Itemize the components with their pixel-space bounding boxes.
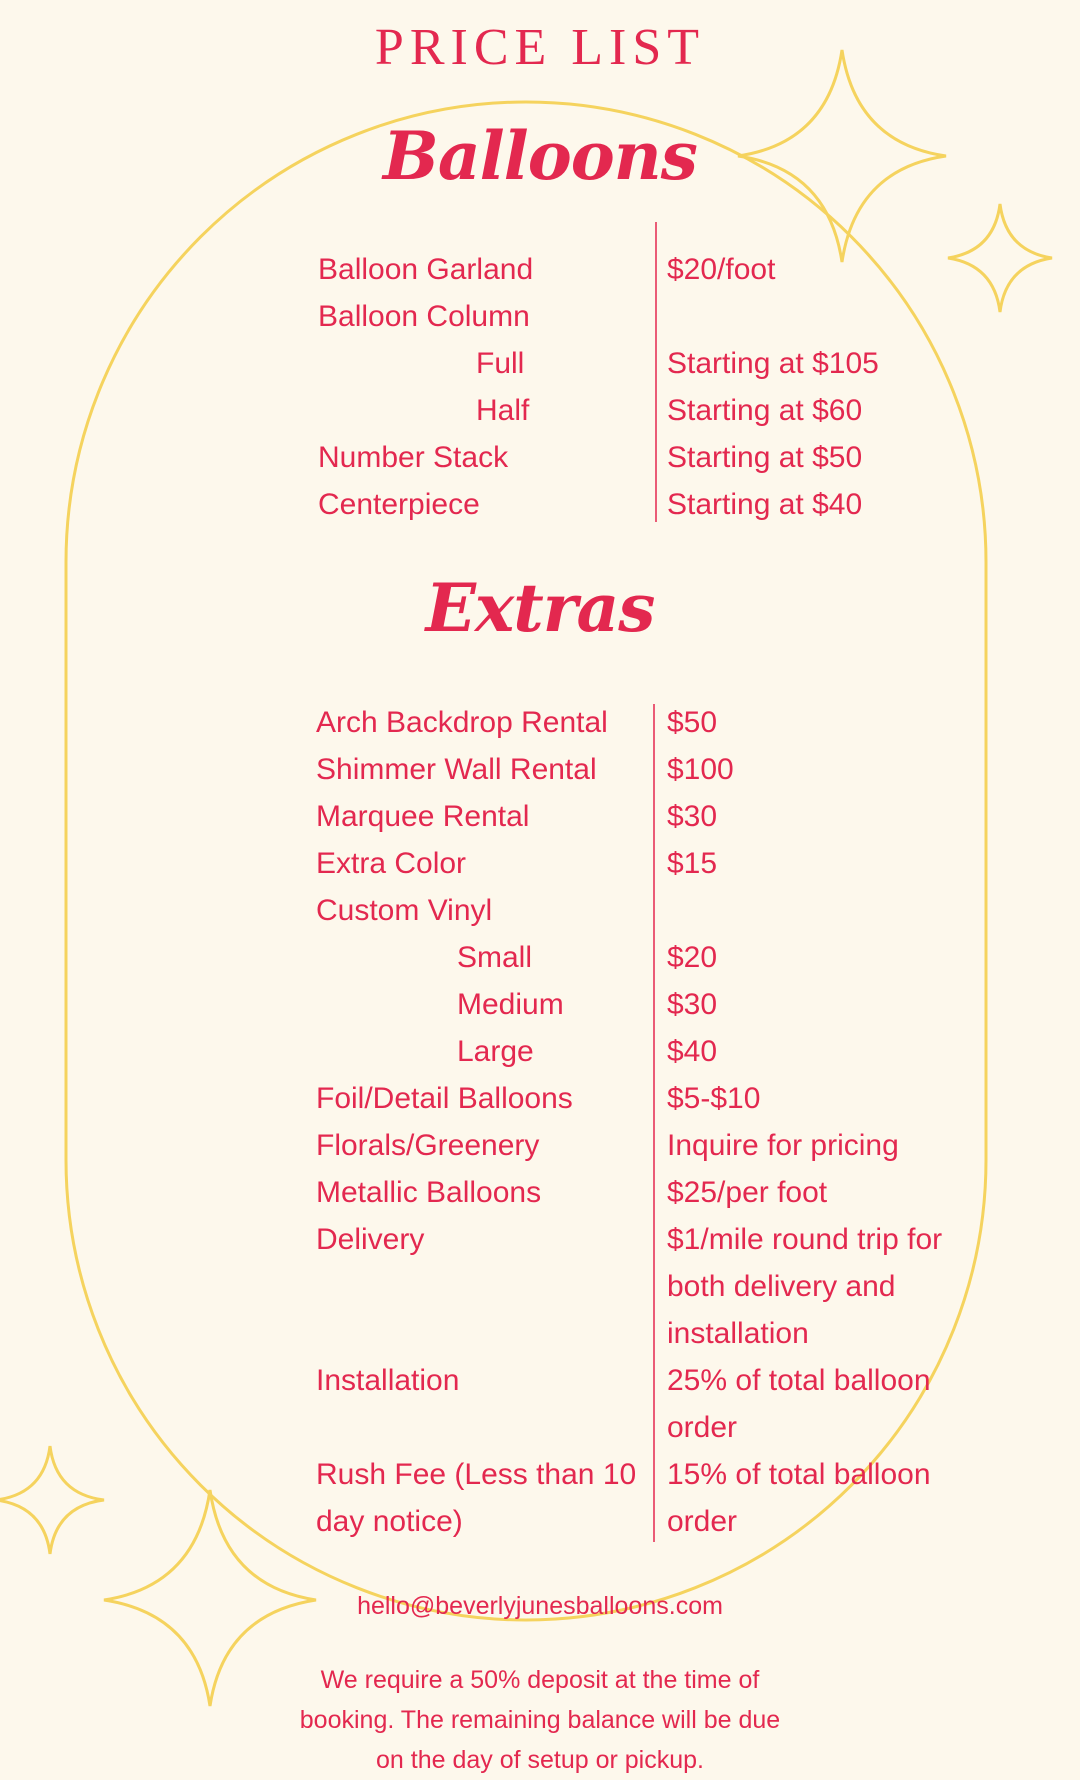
price-value: $100 — [667, 753, 734, 786]
price-value: both delivery and — [667, 1270, 896, 1303]
sparkle-icon — [0, 1446, 104, 1554]
extras-heading: Extras — [425, 569, 655, 647]
price-label: Large — [457, 1035, 534, 1068]
sparkle-icon — [948, 204, 1052, 312]
price-value: $30 — [667, 988, 718, 1021]
extras-divider — [653, 704, 655, 1542]
price-value: $1/mile round trip for — [667, 1223, 943, 1256]
balloons-divider — [655, 222, 657, 522]
price-label: Florals/Greenery — [316, 1129, 540, 1162]
price-value: $30 — [667, 800, 718, 833]
price-value: Starting at $60 — [667, 394, 863, 427]
price-label: Installation — [316, 1364, 460, 1397]
price-label: Balloon Column — [318, 300, 530, 333]
price-value: $20 — [667, 941, 718, 974]
price-label: Delivery — [316, 1223, 425, 1256]
price-label: Arch Backdrop Rental — [316, 706, 608, 739]
price-value: $25/per foot — [667, 1176, 828, 1209]
price-value: order — [667, 1411, 738, 1444]
deposit-note — [280, 1660, 800, 1780]
price-value: 15% of total balloon — [667, 1458, 931, 1491]
page-title: PRICE LIST — [374, 19, 706, 76]
price-label: Medium — [457, 988, 564, 1021]
balloons-heading: Balloons — [383, 117, 697, 195]
price-value: $5-$10 — [667, 1082, 761, 1115]
price-value: installation — [667, 1317, 809, 1350]
price-label: Balloon Garland — [318, 253, 534, 286]
price-label: Marquee Rental — [316, 800, 530, 833]
price-value: 25% of total balloon — [667, 1364, 931, 1397]
price-label: Metallic Balloons — [316, 1176, 542, 1209]
price-label: Extra Color — [316, 847, 467, 880]
price-value: Starting at $40 — [667, 488, 863, 521]
price-value: order — [667, 1505, 738, 1538]
price-value: Inquire for pricing — [667, 1129, 899, 1162]
price-value: Starting at $50 — [667, 441, 863, 474]
price-value: $15 — [667, 847, 718, 880]
price-label: Number Stack — [318, 441, 509, 474]
price-label: Shimmer Wall Rental — [316, 753, 597, 786]
note-line: We require a 50% deposit at the time of — [320, 1666, 760, 1694]
price-label: Foil/Detail Balloons — [316, 1082, 573, 1115]
price-label: day notice) — [316, 1505, 463, 1538]
price-value: $40 — [667, 1035, 718, 1068]
note-line: on the day of setup or pickup. — [376, 1746, 704, 1774]
contact-email[interactable]: hello@beverlyjunesballoons.com — [357, 1592, 723, 1620]
price-label: Half — [476, 394, 530, 427]
price-value: $50 — [667, 706, 718, 739]
price-label: Custom Vinyl — [316, 894, 493, 927]
note-line: booking. The remaining balance will be due — [299, 1706, 781, 1734]
price-label: Rush Fee (Less than 10 — [316, 1458, 637, 1491]
price-value: $20/foot — [667, 253, 776, 286]
price-label: Full — [476, 347, 525, 380]
price-label: Centerpiece — [318, 488, 480, 521]
price-label: Small — [457, 941, 533, 974]
price-value: Starting at $105 — [667, 347, 879, 380]
